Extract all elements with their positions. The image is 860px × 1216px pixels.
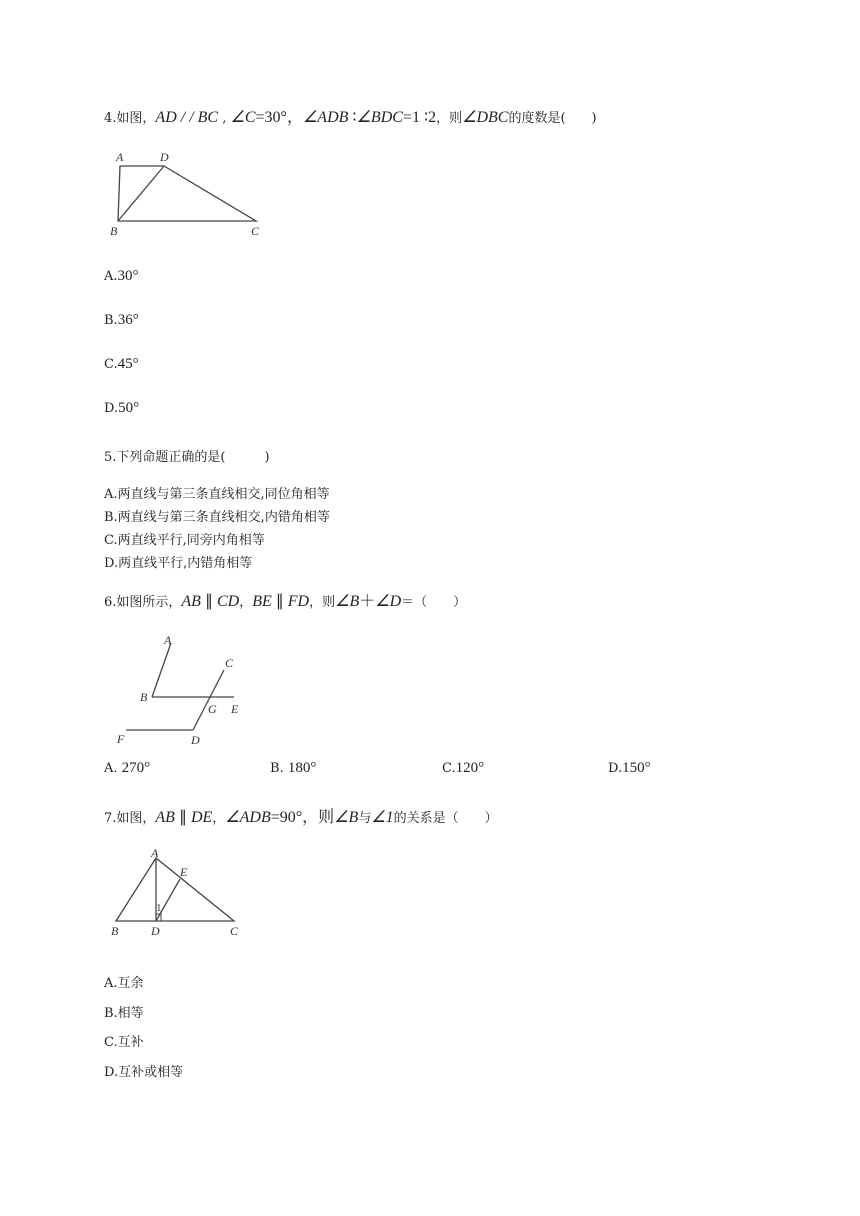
q6-math-fd: FD: [287, 593, 310, 610]
q7-label-e: E: [180, 865, 188, 879]
q6-line-cd: [193, 670, 224, 730]
option-value: 180°: [287, 760, 317, 776]
q6-text-a: 6.如图所示，: [104, 595, 182, 610]
q6-label-c: C: [225, 656, 234, 670]
q5-option-d: D.两直线平行,内错角相等: [104, 556, 253, 571]
option-value: 36°: [117, 312, 139, 328]
q7-label-c: C: [230, 924, 239, 938]
q7-text-b: 与: [358, 811, 372, 826]
q4-math-ad: AD: [155, 109, 177, 126]
q4-eq1: =30°，: [255, 109, 303, 126]
q6-figure: [112, 630, 272, 750]
q4-label-d: D: [160, 150, 169, 164]
q6-label-e: E: [231, 702, 239, 716]
q6-comma: ，: [239, 595, 253, 610]
q4-option-a: [104, 268, 139, 285]
q4-option-b: [104, 312, 139, 329]
q4-comma: ,: [218, 111, 231, 126]
q4-figure: [108, 148, 288, 248]
option-letter: C.: [104, 357, 118, 372]
q5-option-a: A.两直线与第三条直线相交,同位角相等: [104, 487, 330, 502]
q4-ratio: =1 ∶2: [402, 109, 437, 126]
q6-text-b: ，则: [309, 595, 336, 610]
q6-math-angle-d: ∠D: [375, 593, 402, 610]
q4-label-b: B: [110, 224, 118, 238]
option-letter: A.: [104, 761, 118, 776]
q6-label-g: G: [208, 702, 217, 716]
option-value: 50°: [118, 400, 140, 416]
q6-option-b: [270, 760, 316, 777]
q4-option-c: [104, 356, 139, 373]
q7-text-c: 的关系是（ ）: [393, 811, 498, 826]
q7-stem: [104, 804, 498, 827]
q4-text-b: ，则: [436, 111, 463, 126]
q7-option-c: C.互补: [104, 1035, 144, 1050]
q7-label-a: A: [151, 846, 159, 860]
option-letter: C.: [442, 761, 456, 776]
option-value: 120°: [455, 760, 485, 776]
q6-parallel-1: ∥: [200, 593, 217, 610]
q4-label-c: C: [251, 224, 260, 238]
q7-math-angle-1: ∠1: [371, 809, 394, 826]
q7-parallel: ∥: [174, 809, 191, 826]
q7-label-d: D: [151, 924, 160, 938]
q7-eq: =90°，则: [270, 809, 335, 826]
q7-text-a: 7.如图，: [104, 811, 156, 826]
q4-option-d: [104, 400, 139, 417]
option-value: 270°: [121, 760, 151, 776]
q6-plus: ＋: [359, 593, 376, 610]
q7-figure: [106, 845, 256, 945]
q7-triangle-abc: [116, 858, 234, 921]
q6-stem: [104, 588, 466, 611]
q6-option-c: [442, 760, 484, 777]
q7-option-b: B.相等: [104, 1006, 144, 1021]
option-letter: A.: [104, 269, 118, 284]
q5-option-b: B.两直线与第三条直线相交,内错角相等: [104, 510, 330, 525]
q7-math-de: DE: [190, 809, 213, 826]
q6-math-be: BE: [252, 593, 272, 610]
q7-math-ab: AB: [155, 809, 175, 826]
q6-text-c: ＝（ ）: [401, 595, 467, 610]
q7-label-1: 1: [156, 902, 162, 914]
q6-math-ab: AB: [181, 593, 201, 610]
q4-parallel: / /: [176, 109, 198, 126]
option-value: 150°: [622, 760, 651, 776]
q4-colon: ∶: [348, 109, 357, 126]
option-letter: B.: [270, 761, 284, 776]
q7-segment-de: [156, 879, 180, 921]
q4-text-a: 如图，: [116, 111, 156, 126]
q6-line-ab: [152, 643, 171, 697]
q7-comma: ，: [212, 811, 226, 826]
q4-math-dbc: ∠DBC: [462, 109, 509, 126]
q4-math-bc: BC: [197, 109, 219, 126]
q6-parallel-2: ∥: [271, 593, 288, 610]
q6-label-b: B: [140, 690, 148, 704]
q6-option-d: [608, 760, 651, 777]
q4-math-angle-c: ∠C: [230, 109, 256, 126]
q5-stem: 5.下列命题正确的是( ): [104, 450, 270, 465]
q4-text-c: 的度数是( ): [508, 111, 597, 126]
q7-option-a: A.互余: [104, 976, 144, 991]
q4-math-bdc: ∠BDC: [356, 109, 403, 126]
q4-diagonal-bd: [118, 166, 164, 221]
option-letter: D.: [104, 401, 119, 416]
q7-label-b: B: [111, 924, 119, 938]
q6-math-cd: CD: [216, 593, 240, 610]
q4-label-a: A: [116, 150, 124, 164]
q7-math-adb: ∠ADB: [225, 809, 271, 826]
q6-label-d: D: [191, 733, 200, 747]
q4-stem: [104, 104, 597, 127]
option-letter: D.: [608, 761, 623, 776]
option-value: 45°: [117, 356, 139, 372]
q4-trapezoid: [118, 166, 256, 221]
q7-option-d: D.互补或相等: [104, 1065, 184, 1080]
q7-math-angle-b: ∠B: [334, 809, 359, 826]
q5-option-c: C.两直线平行,同旁内角相等: [104, 533, 265, 548]
q6-option-a: [104, 760, 150, 777]
q6-label-a: A: [164, 633, 172, 647]
option-value: 30°: [117, 268, 139, 284]
q6-math-angle-b: ∠B: [335, 593, 360, 610]
q4-number: 4.: [104, 111, 117, 126]
q4-math-adb: ∠ADB: [302, 109, 349, 126]
option-letter: B.: [104, 313, 118, 328]
q6-label-f: F: [117, 732, 125, 746]
